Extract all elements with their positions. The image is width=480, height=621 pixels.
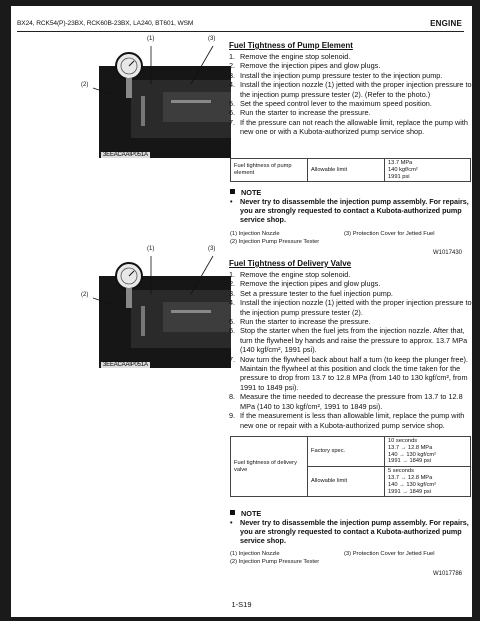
- photo-code: 3EEACAAIP051A: [103, 362, 148, 368]
- photo-label-3: (3): [208, 246, 216, 252]
- photo-label-1: (1): [147, 36, 155, 42]
- step-item: 6. Stop the starter when the fuel jets from the injection nozzle. After that, turn the flywheel by hands and raise the pressure to approx. 13.7 MPa (140 kgf/cm², 1991 psi).: [229, 326, 468, 355]
- spec-values: 13.7 MPa 140 kgf/cm² 1991 psi: [385, 159, 471, 182]
- legend-3: (3) Protection Cover for Jetted Fuel: [344, 231, 435, 237]
- spec-values-factory: 10 seconds 13.7 → 12.8 MPa 140 → 130 kgf/cm² 1991 → 1849 psi: [385, 437, 471, 467]
- pump-photo-illustration: [71, 246, 231, 368]
- spec-kind-limit: Allowable limit: [308, 467, 385, 497]
- photo-label-2: (2): [81, 82, 89, 88]
- step-item: 3. Set a pressure tester to the fuel injection pump.: [229, 288, 393, 298]
- step-item: 1. Remove the engine stop solenoid.: [229, 52, 351, 61]
- bullet-icon: •: [230, 518, 233, 527]
- step-item: 7. Now turn the flywheel back about half a turn (to keep the plunger free). Maintain the flywheel at this position and clock the time taken for the pressure to drop from 13.7 to 12.8 MPa (from 140 to 130 kgf/cm², from 1991 to 1849 psi).: [229, 354, 468, 392]
- step-item: 7. If the pressure can not reach the allowable limit, replace the pump with new one or with a Kubota-authorized pump service shop.: [229, 117, 468, 137]
- manual-page: [11, 6, 472, 617]
- square-bullet-icon: [230, 189, 235, 194]
- spec-table-pump-element: [230, 158, 471, 182]
- note-heading: NOTE: [230, 509, 261, 518]
- note-text: • Never try to disassemble the injection pump assembly. For repairs, you are strongly requested to contact a Kubota-authorized pump service shop.: [230, 197, 469, 224]
- square-bullet-icon: [230, 510, 235, 515]
- section-title-delivery-valve: Fuel Tightness of Delivery Valve: [229, 259, 352, 268]
- step-item: 3. Install the injection pump pressure tester to the injection pump.: [229, 70, 443, 80]
- step-item: 4. Install the injection nozzle (1) jetted with the proper injection pressure to the injection pump pressure tester (2).: [229, 298, 472, 317]
- header-rule: [17, 31, 464, 32]
- step-item: 5. Set the speed control lever to the maximum speed position.: [229, 99, 432, 109]
- photo-pump-element: [71, 36, 231, 158]
- spec-kind: Allowable limit: [308, 159, 385, 182]
- step-item: 5. Run the starter to increase the pressure.: [229, 317, 371, 327]
- legend-3: (3) Protection Cover for Jetted Fuel: [344, 551, 435, 557]
- step-item: 2. Remove the injection pipes and glow plugs.: [229, 279, 381, 289]
- pump-photo-illustration: [71, 36, 231, 158]
- spec-item: Fuel tightness of delivery valve: [231, 437, 308, 497]
- photo-delivery-valve: [71, 246, 231, 368]
- note-text: • Never try to disassemble the injection pump assembly. For repairs, you are strongly requested to contact a Kubota-authorized pump service shop.: [230, 518, 469, 545]
- photo-label-3: (3): [208, 36, 216, 42]
- legend-1: (1) Injection Nozzle: [230, 551, 280, 557]
- step-item: 9. If the measurement is less than allowable limit, replace the pump with new one or repair with a Kubota-authorized pump service shop.: [229, 411, 465, 430]
- ref-code: W1017430: [432, 250, 462, 256]
- header-section: ENGINE: [430, 19, 462, 28]
- header-models: BX24, RCK54(P)-23BX, RCK60B-23BX, LA240, BT601, WSM: [17, 20, 194, 27]
- spec-values-limit: 5 seconds 13.7 → 12.8 MPa 140 → 130 kgf/cm² 1991 → 1849 psi: [385, 467, 471, 497]
- steps-delivery-valve: [229, 270, 473, 430]
- spec-item: Fuel tightness of pump element: [231, 159, 308, 182]
- step-item: 2. Remove the injection pipes and glow plugs.: [229, 61, 381, 71]
- legend-2: (2) Injection Pump Pressure Tester: [230, 559, 320, 565]
- photo-label-2: (2): [81, 292, 89, 298]
- page-number: 1-S19: [231, 600, 252, 609]
- step-item: 6. Run the starter to increase the pressure.: [229, 108, 371, 118]
- step-item: 4. Install the injection nozzle (1) jetted with the proper injection pressure to the injection pump pressure tester (2). (Refer to the photo.): [229, 80, 472, 99]
- legend-2: (2) Injection Pump Pressure Tester: [230, 239, 320, 245]
- legend-1: (1) Injection Nozzle: [230, 231, 280, 237]
- section-title-pump-element: Fuel Tightness of Pump Element: [229, 41, 353, 50]
- spec-kind-factory: Factory spec.: [308, 437, 385, 467]
- ref-code: W1017786: [432, 571, 462, 577]
- step-item: 1. Remove the engine stop solenoid.: [229, 270, 351, 279]
- steps-pump-element: [229, 52, 473, 137]
- spec-table-delivery-valve: [230, 436, 471, 497]
- note-heading: NOTE: [230, 188, 261, 197]
- photo-label-1: (1): [147, 246, 155, 252]
- photo-code: 3EEACAAIP051A: [103, 152, 148, 158]
- bullet-icon: •: [230, 197, 233, 206]
- step-item: 8. Measure the time needed to decrease the pressure from 13.7 to 12.8 MPa (140 to 130 kgf/cm², 1991 to 1849 psi).: [229, 392, 463, 411]
